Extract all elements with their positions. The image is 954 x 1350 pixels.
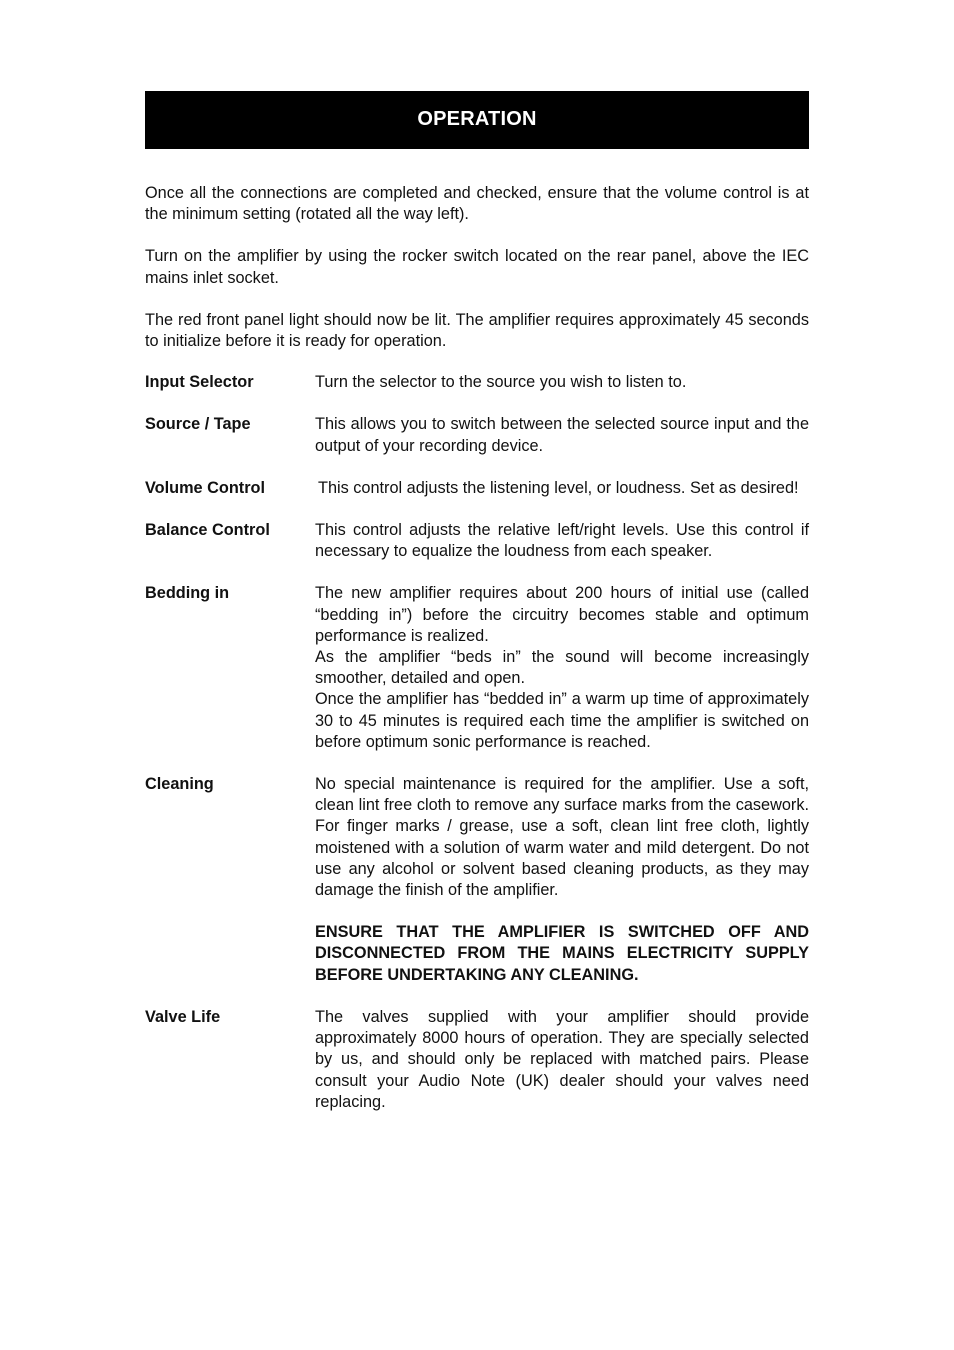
section-balance-control	[145, 520, 809, 562]
description-text: No special maintenance is required for the amplifier. Use a soft, clean lint free cloth to remove any surface marks from the casework. For finger marks / grease, use a soft, clean lint free cloth, lightly moistened with a solution of warm water and mild detergent. Do not use any alcohol or solvent based cleaning products, as they may damage the finish of the amplifier.	[315, 775, 809, 900]
section-input-selector	[145, 372, 809, 393]
description-text: As the amplifier “beds in” the sound will become increasingly smoother, detailed and open.	[315, 648, 809, 688]
section-description	[315, 372, 809, 393]
description-text: This control adjusts the listening level, or loudness. Set as desired!	[318, 478, 799, 497]
section-term: Volume Control	[145, 478, 265, 497]
section-valve-life	[145, 1007, 809, 1113]
section-description	[315, 414, 809, 456]
section-term: Cleaning	[145, 775, 214, 794]
section-bedding-in	[145, 583, 809, 753]
section-term: Bedding in	[145, 584, 230, 603]
section-term: Source / Tape	[145, 415, 251, 434]
section-description	[315, 583, 809, 753]
intro-paragraph: Once all the connections are completed and checked, ensure that the volume control is at the minimum setting (rotated all the way left).	[145, 184, 809, 224]
description-text: This control adjusts the relative left/right levels. Use this control if necessary to equalize the loudness from each speaker.	[315, 521, 809, 561]
intro-block	[145, 183, 809, 352]
description-text: The valves supplied with your amplifier should provide approximately 8000 hours of operation. They are specially selected by us, and should only be replaced with matched pairs. Please consult your Audio Note (UK) dealer should your valves need replacing.	[315, 1007, 809, 1111]
manual-page	[145, 91, 809, 1134]
description-text: The new amplifier requires about 200 hours of initial use (called “bedding in”) before the circuitry becomes stable and optimum performance is realized.	[315, 584, 809, 645]
cleaning-warning: ENSURE THAT THE AMPLIFIER IS SWITCHED OFF AND DISCONNECTED FROM THE MAINS ELECTRICITY SUPPLY BEFORE UNDERTAKING ANY CLEANING.	[315, 923, 809, 984]
description-text: This allows you to switch between the selected source input and the output of your recording device.	[315, 415, 809, 455]
section-cleaning	[145, 774, 809, 986]
description-text: Turn the selector to the source you wish to listen to.	[315, 373, 687, 392]
page-title: OPERATION	[417, 108, 537, 131]
intro-paragraph: The red front panel light should now be lit. The amplifier requires approximately 45 seconds to initialize before it is ready for operation.	[145, 310, 809, 351]
section-volume-control	[145, 478, 809, 499]
section-description	[315, 478, 809, 499]
section-description	[315, 774, 809, 986]
intro-paragraph: Turn on the amplifier by using the rocker switch located on the rear panel, above the IEC mains inlet socket.	[145, 247, 809, 287]
section-term: Balance Control	[145, 521, 270, 540]
section-term: Input Selector	[145, 373, 254, 392]
section-header-bar	[145, 91, 809, 149]
section-description	[315, 520, 809, 562]
section-description	[315, 1007, 809, 1113]
section-term: Valve Life	[145, 1007, 221, 1026]
section-source-tape	[145, 414, 809, 456]
description-text: Once the amplifier has “bedded in” a warm up time of approximately 30 to 45 minutes is required each time the amplifier is switched on before optimum sonic performance is reached.	[315, 690, 809, 751]
